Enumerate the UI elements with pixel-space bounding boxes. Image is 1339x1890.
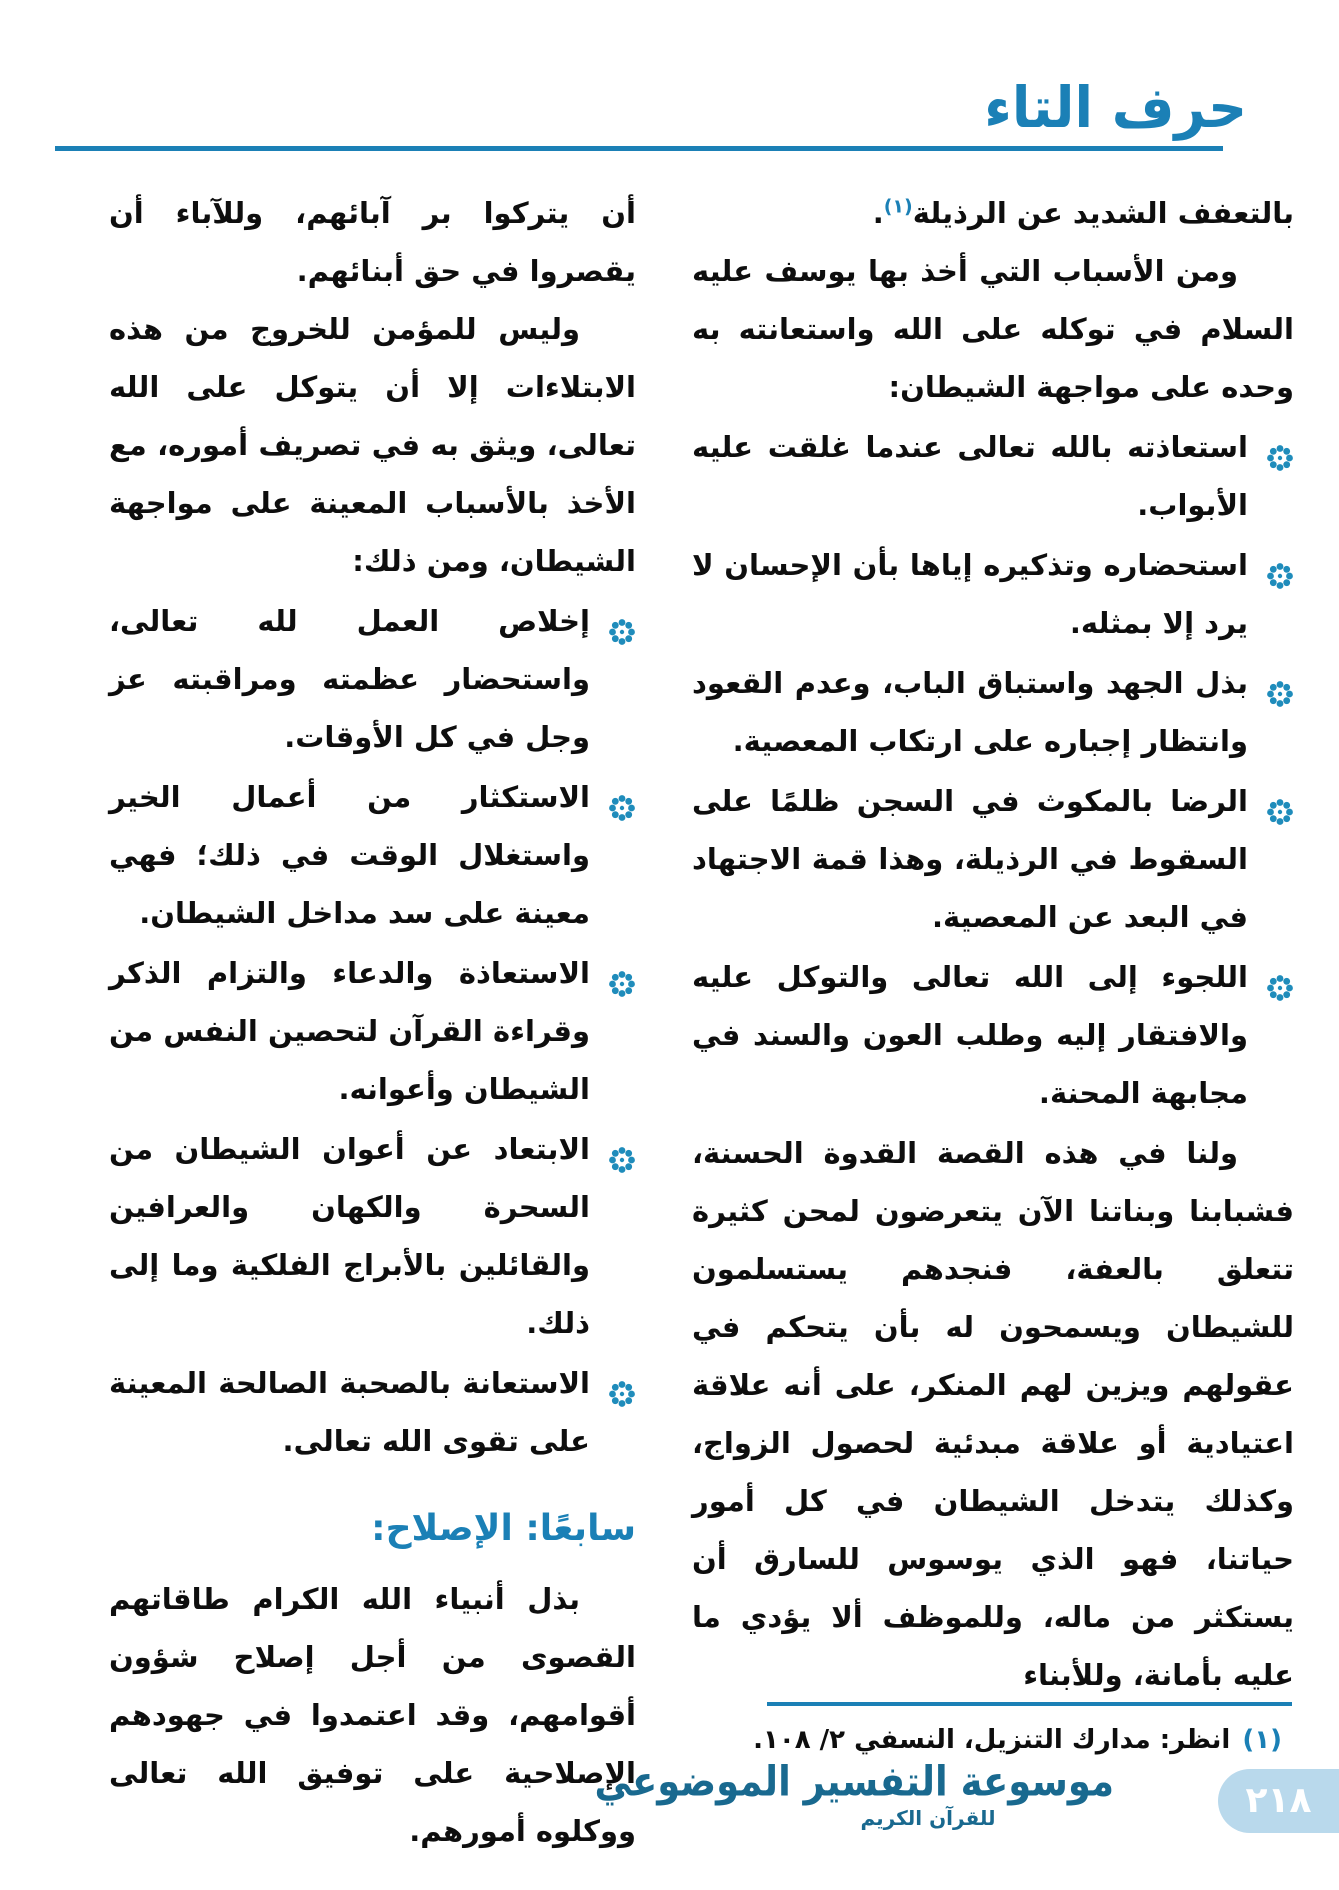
paragraph: ولنا في هذه القصة القدوة الحسنة، فشبابنا وبناتنا الآن يتعرضون لمحن كثيرة تتعلق بالعفة، فنجدهم يستسلمون للشيطان ويسمحون له بأن يتحكم في عقولهم ويزين لهم المنكر، على أنه علاقة اعتيادية أو علاقة مبدئية لحصول الزواج، وكذلك يتدخل الشيطان في كل أمور حياتنا، فهو الذي يوسوس للسارق أن يستكثر من ماله، وللموظف ألا يؤدي ما عليه بأمانة، وللأبناء [692, 1136, 1294, 1692]
list-item [692, 772, 1294, 946]
list-item [692, 654, 1294, 770]
section-title-calligraphy: حرف التاء [984, 74, 1247, 141]
footnote-reference: (١) [883, 195, 913, 218]
footnote-text: انظر: مدارك التنزيل، النسفي ٢/ ١٠٨. [753, 1725, 1231, 1755]
publisher-logo [594, 1757, 1114, 1830]
list-item [692, 536, 1294, 652]
list-item-text: استحضاره وتذكيره إياها بأن الإحسان لا يرد إلا بمثله. [692, 548, 1248, 640]
flower-icon [608, 783, 636, 811]
flower-icon [1266, 787, 1294, 815]
list-item-text: الاستعانة بالصحبة الصالحة المعينة على تقوى الله تعالى. [109, 1366, 590, 1458]
paragraph: وليس للمؤمن للخروج من هذه الابتلاءات إلا أن يتوكل على الله تعالى، ويثق به في تصريف أموره، مع الأخذ بالأسباب المعينة على مواجهة الشيطان، ومن ذلك: [109, 312, 636, 578]
list-item-text: الابتعاد عن أعوان الشيطان من السحرة والكهان والعرافين والقائلين بالأبراج الفلكية وما إلى ذلك. [109, 1132, 590, 1340]
sub-heading: سابعًا: الإصلاح: [371, 1508, 636, 1549]
column-left [55, 184, 636, 1860]
footnote-rule [767, 1702, 1292, 1706]
list-item-text: الاستكثار من أعمال الخير واستغلال الوقت في ذلك؛ فهي معينة على سد مداخل الشيطان. [109, 780, 590, 930]
flower-icon [608, 1369, 636, 1397]
list-item-text: بذل الجهد واستباق الباب، وعدم القعود وانتظار إجباره على ارتكاب المعصية. [692, 666, 1248, 758]
list-item-text: الرضا بالمكوث في السجن ظلمًا على السقوط في الرذيلة، وهذا قمة الاجتهاد في البعد عن المعصية. [692, 784, 1248, 934]
list-item-text: استعاذته بالله تعالى عندما غلقت عليه الأبواب. [692, 430, 1248, 522]
list-item [109, 944, 636, 1118]
list-item [109, 768, 636, 942]
flower-icon [608, 1135, 636, 1163]
flower-icon [1266, 433, 1294, 461]
list-item [109, 1354, 636, 1470]
paragraph-text: بالتعفف الشديد عن الرذيلة [912, 196, 1294, 230]
list-item [109, 592, 636, 766]
flower-icon [1266, 963, 1294, 991]
list-item [109, 1120, 636, 1352]
footnote-block [753, 1702, 1292, 1760]
page-number-tab [1218, 1769, 1339, 1833]
text-columns [55, 184, 1294, 1860]
list-item [692, 948, 1294, 1122]
flower-icon [1266, 669, 1294, 697]
page-number: ٢١٨ [1245, 1780, 1312, 1821]
paragraph: أن يتركوا بر آبائهم، وللآباء أن يقصروا في حق أبنائهم. [109, 196, 636, 288]
logo-title: موسوعة التفسير الموضوعي [594, 1757, 1114, 1806]
list-item [692, 418, 1294, 534]
flower-icon [1266, 551, 1294, 579]
footnote [753, 1720, 1292, 1760]
flower-icon [608, 959, 636, 987]
paragraph-text: . [872, 196, 884, 230]
paragraph [692, 184, 1294, 242]
logo-subtitle: للقرآن الكريم [860, 1805, 996, 1830]
flower-icon [608, 607, 636, 635]
header-rule [55, 146, 1223, 151]
paragraph: بذل أنبياء الله الكرام طاقاتهم القصوى من أجل إصلاح شؤون أقوامهم، وقد اعتمدوا في جهودهم الإصلاحية على توفيق الله تعالى ووكلوه أمورهم. [109, 1582, 636, 1848]
list-item-text: إخلاص العمل لله تعالى، واستحضار عظمته ومراقبته عز وجل في كل الأوقات. [109, 604, 590, 754]
paragraph: ومن الأسباب التي أخذ بها يوسف عليه السلام في توكله على الله واستعانته به وحده على مواجهة الشيطان: [692, 254, 1294, 404]
footnote-marker: (١) [1242, 1725, 1282, 1755]
column-right [594, 184, 1294, 1860]
list-item-text: الاستعاذة والدعاء والتزام الذكر وقراءة القرآن لتحصين النفس من الشيطان وأعوانه. [109, 956, 590, 1106]
list-item-text: اللجوء إلى الله تعالى والتوكل عليه والافتقار إليه وطلب العون والسند في مجابهة المحنة. [692, 960, 1248, 1110]
